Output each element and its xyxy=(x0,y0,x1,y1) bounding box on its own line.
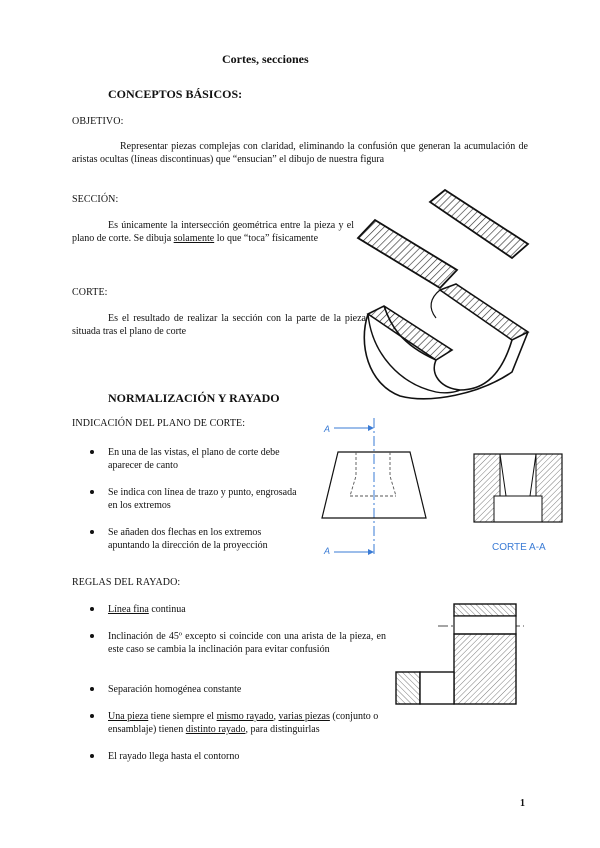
hidden-edges xyxy=(350,452,396,496)
cut-halfpipe-figure xyxy=(360,284,532,404)
rayado-label: REGLAS DEL RAYADO: xyxy=(72,577,181,588)
page-title: Cortes, secciones xyxy=(222,52,309,66)
cut-strip-back xyxy=(440,284,528,340)
assembly-hatch-figure xyxy=(392,600,528,710)
section-strips-figure xyxy=(350,190,530,290)
cut-back-arc xyxy=(431,290,440,318)
rayado-bullet-2: Inclinación de 45º excepto si coincide con una arista de la pieza, en este caso se cambia la inclinación para evitar confusión xyxy=(108,631,386,655)
section-strip-left xyxy=(358,220,457,288)
heading-conceptos: CONCEPTOS BÁSICOS: xyxy=(108,87,243,101)
cutting-plane-figure xyxy=(306,416,446,566)
assembly-left-piece xyxy=(396,672,420,704)
seccion-label: SECCIÓN: xyxy=(72,194,119,205)
plane-label-bottom: A xyxy=(324,546,331,556)
indicacion-bullet-1: En una de las vistas, el plano de corte debe aparecer de canto xyxy=(108,446,298,472)
indicacion-label: INDICACIÓN DEL PLANO DE CORTE: xyxy=(72,418,246,429)
corte-text: Es el resultado de realizar la sección con la parte de la pieza situada tras el plano de corte xyxy=(72,313,366,337)
objetivo-label: OBJETIVO: xyxy=(72,116,124,127)
assembly-top-piece xyxy=(454,604,516,616)
section-view-aa xyxy=(470,452,570,562)
page-number: 1 xyxy=(520,798,525,809)
rayado-bullet-4: Una pieza tiene siempre el mismo rayado, varias piezas (conjunto o ensamblaje) tienen distinto rayado, para distinguirlas xyxy=(108,710,404,736)
section-strip-right xyxy=(430,190,528,258)
rayado-bullet-3: Separación homogénea constante xyxy=(108,683,378,696)
indicacion-bullet-3: Se añaden dos flechas en los extremos apuntando la dirección de la proyección xyxy=(108,526,302,552)
heading-normalizacion: NORMALIZACIÓN Y RAYADO xyxy=(108,391,280,405)
rayado-bullet-1: Línea fina continua xyxy=(108,603,378,616)
section-caption: CORTE A-A xyxy=(492,542,546,553)
rayado-bullet-5: El rayado llega hasta el contorno xyxy=(108,750,378,763)
indicacion-bullet-2: Se indica con línea de trazo y punto, engrosada en los extremos xyxy=(108,487,297,511)
corte-label: CORTE: xyxy=(72,287,108,298)
assembly-main-piece xyxy=(454,634,516,704)
objetivo-text: Representar piezas complejas con claridad, eliminando la confusión que generan la acumulación de aristas ocultas (líneas discontinuas) que “ensucian” el dibujo de nuestra figura xyxy=(72,141,528,165)
seccion-text: Es únicamente la intersección geométrica entre la pieza y el plano de corte. Se dibuja solamente lo que “toca” físicamente xyxy=(72,220,354,244)
plane-label-top: A xyxy=(324,424,331,434)
